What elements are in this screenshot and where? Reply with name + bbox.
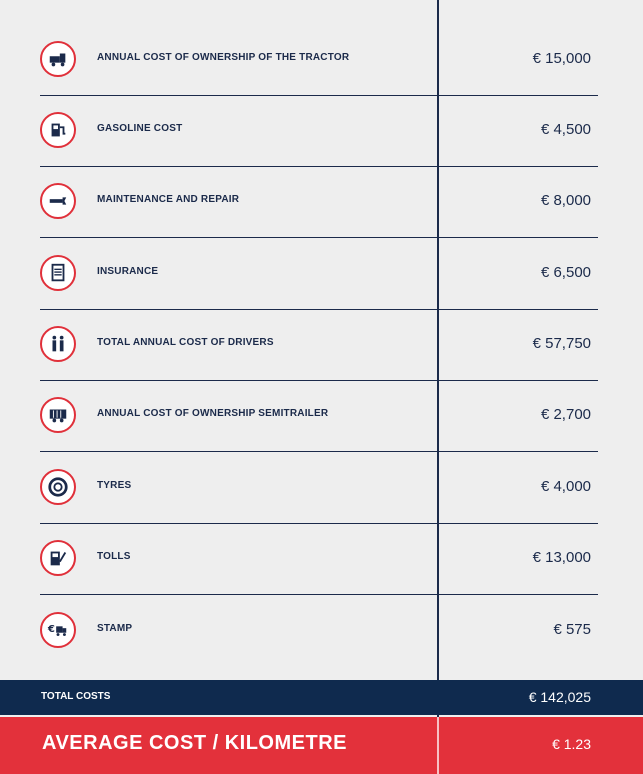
cost-label: ANNUAL COST OF OWNERSHIP SEMITRAILER <box>97 408 329 419</box>
cost-value: € 6,500 <box>540 264 591 281</box>
cost-row-stamp <box>0 596 643 667</box>
cost-label: STAMP <box>97 623 133 634</box>
fuel-pump-icon <box>40 112 76 148</box>
cost-row-drivers <box>0 310 643 381</box>
cost-value: € 15,000 <box>532 50 591 67</box>
total-costs-bar <box>0 680 643 715</box>
average-label: AVERAGE COST / KILOMETRE <box>42 732 347 754</box>
cost-label: TOLLS <box>97 551 131 562</box>
cost-row-semitrailer <box>0 381 643 452</box>
cost-value: € 57,750 <box>532 335 591 352</box>
cost-value: € 4,500 <box>540 121 591 138</box>
euro-truck-icon <box>40 612 76 648</box>
toll-icon <box>40 540 76 576</box>
row-divider <box>40 594 598 595</box>
row-divider <box>40 237 598 238</box>
cost-label: MAINTENANCE AND REPAIR <box>97 194 240 205</box>
row-divider <box>40 451 598 452</box>
cost-value: € 575 <box>553 621 591 638</box>
cost-row-tyres <box>0 453 643 524</box>
semitrailer-icon <box>40 397 76 433</box>
column-divider <box>437 0 439 774</box>
cost-value: € 4,000 <box>540 478 591 495</box>
cost-label: TOTAL ANNUAL COST OF DRIVERS <box>97 337 274 348</box>
cost-value: € 8,000 <box>540 192 591 209</box>
cost-label: TYRES <box>97 480 132 491</box>
document-icon <box>40 255 76 291</box>
average-value: € 1.23 <box>552 736 591 752</box>
cost-row-tolls <box>0 524 643 595</box>
average-cost-bar <box>0 717 643 774</box>
cost-row-maintenance <box>0 167 643 238</box>
cost-label: INSURANCE <box>97 266 159 277</box>
cost-value: € 2,700 <box>540 406 591 423</box>
cost-label: ANNUAL COST OF OWNERSHIP OF THE TRACTOR <box>97 52 350 63</box>
tyre-icon <box>40 469 76 505</box>
drivers-icon <box>40 326 76 362</box>
cost-row-tractor <box>0 25 643 96</box>
svg-text:€: € <box>47 623 55 635</box>
average-divider <box>437 717 439 774</box>
cost-value: € 13,000 <box>532 549 591 566</box>
cost-row-insurance <box>0 239 643 310</box>
cost-row-gasoline <box>0 96 643 167</box>
total-label: TOTAL COSTS <box>41 691 111 702</box>
truck-icon <box>40 41 76 77</box>
wrench-icon <box>40 183 76 219</box>
cost-label: GASOLINE COST <box>97 123 183 134</box>
total-value: € 142,025 <box>528 689 591 705</box>
